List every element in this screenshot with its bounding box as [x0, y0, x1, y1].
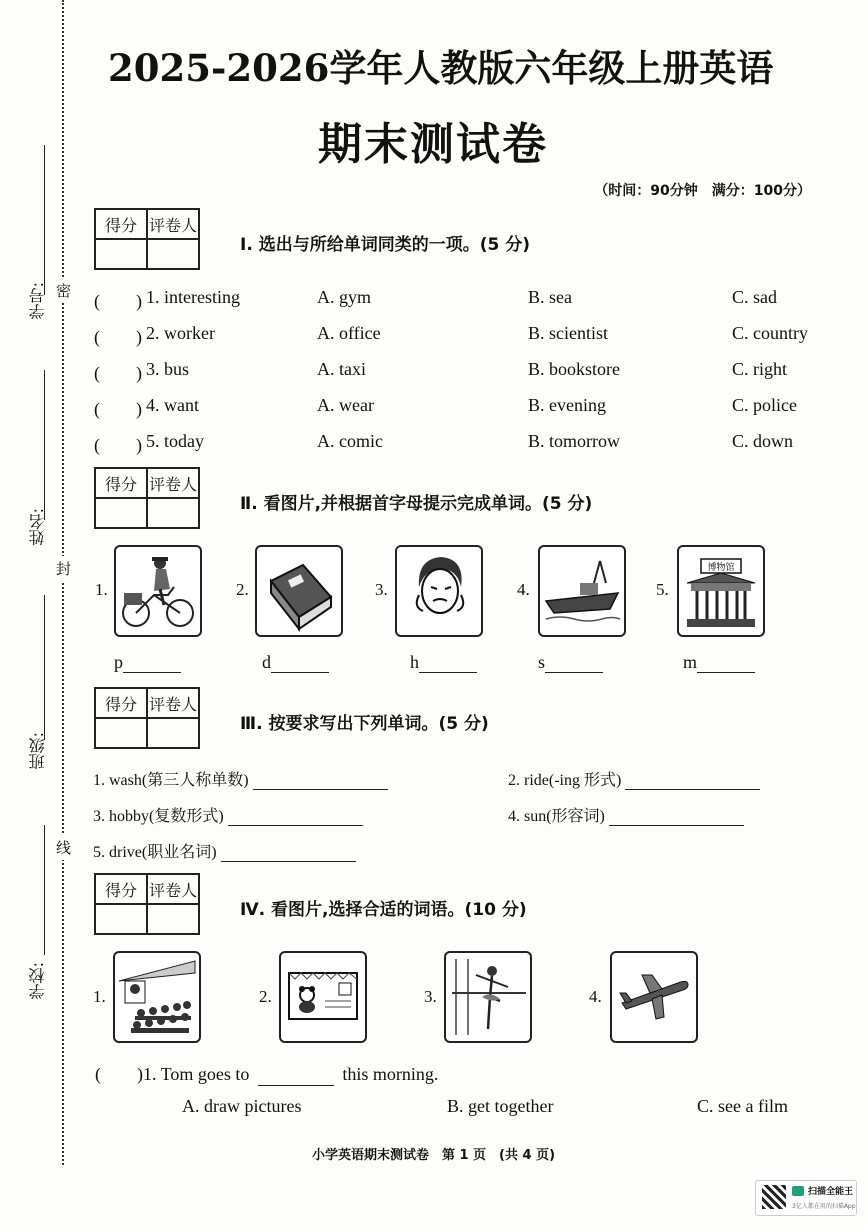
section-3-title: Ⅲ. 按要求写出下列单词。(5 分) — [240, 714, 489, 734]
option-a: A. comic — [317, 431, 383, 451]
grader-cell[interactable] — [147, 718, 199, 748]
pic-number: 1. — [93, 987, 106, 1006]
grader-cell[interactable] — [147, 239, 199, 269]
option-c: C. down — [732, 431, 794, 451]
option-c: C. police — [732, 395, 797, 415]
museum-sign: 博物馆 — [707, 563, 735, 573]
cs-logo-icon — [792, 1186, 804, 1196]
class-label: 班级: — [28, 732, 47, 770]
museum-icon — [677, 545, 765, 637]
postcard-panda-icon — [279, 951, 367, 1043]
student-id-label: 学号: — [28, 282, 47, 320]
question-4-1: ( )1. Tom goes to this morning. — [95, 1064, 439, 1084]
answer-paren[interactable]: ( ) — [94, 363, 142, 383]
word-task-5: 5. drive(职业名词) — [93, 839, 356, 862]
score-box-1 — [94, 208, 200, 270]
pic-number: 2. — [236, 580, 249, 599]
score-cell[interactable] — [95, 718, 147, 748]
option-b: B. get together — [447, 1096, 554, 1116]
name-line — [44, 370, 45, 520]
score-cell[interactable] — [95, 239, 147, 269]
grader-header: 评卷人 — [147, 874, 199, 904]
option-a: A. wear — [317, 395, 374, 415]
name-label: 姓名: — [28, 508, 47, 546]
blank-5-row — [683, 652, 755, 673]
answer-paren[interactable]: ( ) — [94, 291, 142, 311]
score-header: 得分 — [95, 468, 147, 498]
option-b: B. tomorrow — [528, 431, 620, 451]
option-b: B. evening — [528, 395, 606, 415]
answer-blank[interactable] — [123, 654, 181, 673]
school-label: 学校: — [28, 962, 47, 1000]
question-word: 5. today — [146, 431, 204, 451]
option-b: B. scientist — [528, 323, 608, 343]
score-cell[interactable] — [95, 498, 147, 528]
blank-3-row — [410, 652, 477, 673]
binding-dotted-line — [62, 0, 64, 1165]
question-word: 4. want — [146, 395, 199, 415]
answer-blank[interactable] — [419, 654, 477, 673]
option-c: C. country — [732, 323, 808, 343]
answer-blank[interactable] — [258, 1067, 334, 1086]
section-2-title: Ⅱ. 看图片,并根据首字母提示完成单词。(5 分) — [240, 494, 593, 514]
ballet-dancer-icon — [444, 951, 532, 1043]
seal-char-xian: 线 — [56, 835, 71, 860]
word-task-1: 1. wash(第三人称单数) — [93, 767, 388, 790]
first-letter-hint: h — [410, 652, 419, 672]
answer-blank[interactable] — [228, 807, 363, 826]
exam-title: 2025-2026学年人教版六年级上册英语 — [108, 46, 774, 90]
page-footer: 小学英语期末测试卷 第 1 页 (共 4 页) — [311, 1148, 556, 1163]
grader-header: 评卷人 — [147, 688, 199, 718]
question-word: 2. worker — [146, 323, 215, 343]
blank-2-row — [262, 652, 329, 673]
seal-char-feng: 封 — [56, 556, 71, 581]
option-c: C. sad — [732, 287, 777, 307]
first-letter-hint: s — [538, 652, 546, 672]
pic-number: 2. — [259, 987, 272, 1006]
answer-paren[interactable]: ( ) — [94, 435, 142, 455]
answer-blank[interactable] — [545, 654, 603, 673]
option-a: A. taxi — [317, 359, 366, 379]
option-a: A. draw pictures — [182, 1096, 302, 1116]
airplane-icon — [610, 951, 698, 1043]
first-letter-hint: p — [114, 652, 123, 672]
grader-header: 评卷人 — [147, 468, 199, 498]
first-letter-hint: m — [683, 652, 698, 672]
word-task-3: 3. hobby(复数形式) — [93, 803, 363, 826]
score-cell[interactable] — [95, 904, 147, 934]
answer-paren[interactable]: ( ) — [94, 399, 142, 419]
class-line — [44, 595, 45, 740]
score-box-2 — [94, 467, 200, 529]
blank-4-row — [538, 652, 603, 673]
seal-char-mi: 密 — [56, 278, 71, 303]
pic-number: 1. — [95, 580, 108, 599]
score-header: 得分 — [95, 688, 147, 718]
section-1-title: Ⅰ. 选出与所给单词同类的一项。(5 分) — [240, 235, 530, 255]
answer-blank[interactable] — [271, 654, 329, 673]
grader-cell[interactable] — [147, 904, 199, 934]
postman-bicycle-icon — [114, 545, 202, 637]
score-box-3 — [94, 687, 200, 749]
score-box-4 — [94, 873, 200, 935]
pic-number: 3. — [424, 987, 437, 1006]
pic-number: 4. — [517, 580, 530, 599]
exam-meta: （时间：90分钟 满分：100分） — [594, 183, 811, 199]
ship-icon — [538, 545, 626, 637]
answer-blank[interactable] — [253, 771, 388, 790]
student-id-line — [44, 145, 45, 295]
brand-name: 扫描全能王 — [808, 1187, 854, 1197]
brand-tagline: 3亿人都在用的扫描App — [792, 1203, 856, 1210]
answer-blank[interactable] — [697, 654, 755, 673]
first-letter-hint: d — [262, 652, 271, 672]
word-task-4: 4. sun(形容词) — [508, 803, 744, 826]
blank-1-row — [114, 652, 181, 673]
scanner-watermark-badge — [755, 1180, 857, 1216]
pic-number: 5. — [656, 580, 669, 599]
option-c: C. see a film — [697, 1096, 788, 1116]
section-4-title: Ⅳ. 看图片,选择合适的词语。(10 分) — [240, 900, 527, 920]
option-a: A. office — [317, 323, 381, 343]
grader-cell[interactable] — [147, 498, 199, 528]
answer-blank[interactable] — [625, 771, 760, 790]
answer-paren[interactable]: ( ) — [95, 1064, 143, 1084]
question-word: 1. interesting — [146, 287, 240, 307]
school-line — [44, 825, 45, 955]
grader-header: 评卷人 — [147, 209, 199, 239]
answer-blank[interactable] — [609, 807, 744, 826]
score-header: 得分 — [95, 874, 147, 904]
option-b: B. bookstore — [528, 359, 620, 379]
answer-paren[interactable]: ( ) — [94, 327, 142, 347]
pic-number: 3. — [375, 580, 388, 599]
pic-number: 4. — [589, 987, 602, 1006]
exam-subtitle: 期末测试卷 — [318, 119, 548, 170]
score-header: 得分 — [95, 209, 147, 239]
cinema-audience-icon — [113, 951, 201, 1043]
dictionary-book-icon — [255, 545, 343, 637]
option-a: A. gym — [317, 287, 371, 307]
word-task-2: 2. ride(-ing 形式) — [508, 767, 760, 790]
question-word: 3. bus — [146, 359, 190, 379]
option-b: B. sea — [528, 287, 572, 307]
option-c: C. right — [732, 359, 788, 379]
headache-girl-icon — [395, 545, 483, 637]
answer-blank[interactable] — [221, 843, 356, 862]
qr-code-icon — [762, 1185, 786, 1209]
